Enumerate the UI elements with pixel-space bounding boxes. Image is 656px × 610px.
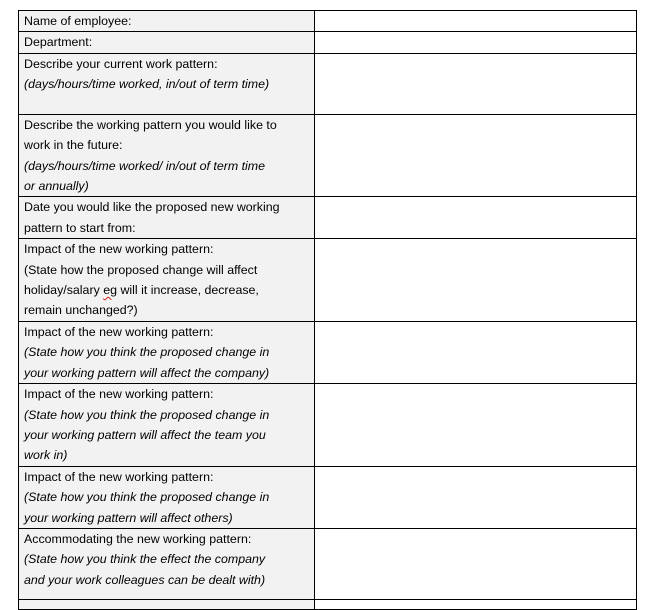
working-pattern-form-table [18,10,637,610]
field-label-cell [19,466,315,528]
field-label-line: or annually) [24,179,89,194]
field-label-line: your working pattern will affect the team you [24,427,266,442]
field-label-cell [19,528,315,609]
field-input-cell[interactable] [315,384,637,467]
field-label-line: remain unchanged?) [24,303,138,318]
field-label-line: (State how you think the proposed change in [24,407,270,422]
field-label-line: your working pattern will affect the company) [24,365,270,380]
field-label-line: (State how you think the proposed change in [24,490,270,505]
field-label-line: Describe the working pattern you would like to [24,117,277,132]
form-row [19,11,637,32]
field-input-cell[interactable] [315,239,637,322]
field-label-line: (State how the proposed change will affect [24,262,258,277]
field-label-line: your working pattern will affect others) [24,510,233,525]
field-input-cell[interactable] [315,53,637,114]
field-label-line: Impact of the new working pattern: [24,387,214,402]
form-row [19,32,637,53]
field-label-cell [19,197,315,239]
field-label-line: Describe your current work pattern: [24,56,218,71]
form-body [19,11,637,610]
form-row [19,528,637,609]
form-row [19,53,637,114]
field-input-cell[interactable] [315,114,637,197]
field-label-line: (State how you think the proposed change in [24,345,270,360]
field-label-line: Impact of the new working pattern: [24,324,214,339]
field-label-line: Date you would like the proposed new working [24,200,280,215]
field-label-line: holiday/salary eg will it increase, decrease, [24,283,259,298]
form-row [19,384,637,467]
field-label-cell [19,239,315,322]
field-label-line: (days/hours/time worked, in/out of term time) [24,77,270,92]
field-input-cell[interactable] [315,466,637,528]
field-input-cell[interactable] [315,197,637,239]
field-input-cell[interactable] [315,32,637,53]
field-label-cell [19,11,315,32]
field-label-cell [19,32,315,53]
field-input-cell[interactable] [315,528,637,609]
field-label-cell [19,321,315,383]
field-label-cell [19,53,315,114]
field-label-line: work in the future: [24,138,123,153]
field-label-cell [19,384,315,467]
field-label-line: Department: [24,35,93,50]
form-row [19,239,637,322]
field-label-line: Impact of the new working pattern: [24,469,214,484]
form-row [19,114,637,197]
spellcheck-flagged-word: eg [103,283,117,298]
field-input-cell[interactable] [315,11,637,32]
field-label-line: Accommodating the new working pattern: [24,531,252,546]
field-label-line: and your work colleagues can be dealt with) [24,572,266,587]
field-label-line: work in) [24,448,68,463]
field-input-cell[interactable] [315,321,637,383]
form-row [19,466,637,528]
form-row [19,197,637,239]
field-label-line: Impact of the new working pattern: [24,242,214,257]
field-label-line: (days/hours/time worked/ in/out of term time [24,158,266,173]
field-label-line: (State how you think the effect the company [24,552,266,567]
field-label-cell [19,114,315,197]
form-row [19,321,637,383]
field-label-line: pattern to start from: [24,220,136,235]
field-label-line: Name of employee: [24,14,132,28]
